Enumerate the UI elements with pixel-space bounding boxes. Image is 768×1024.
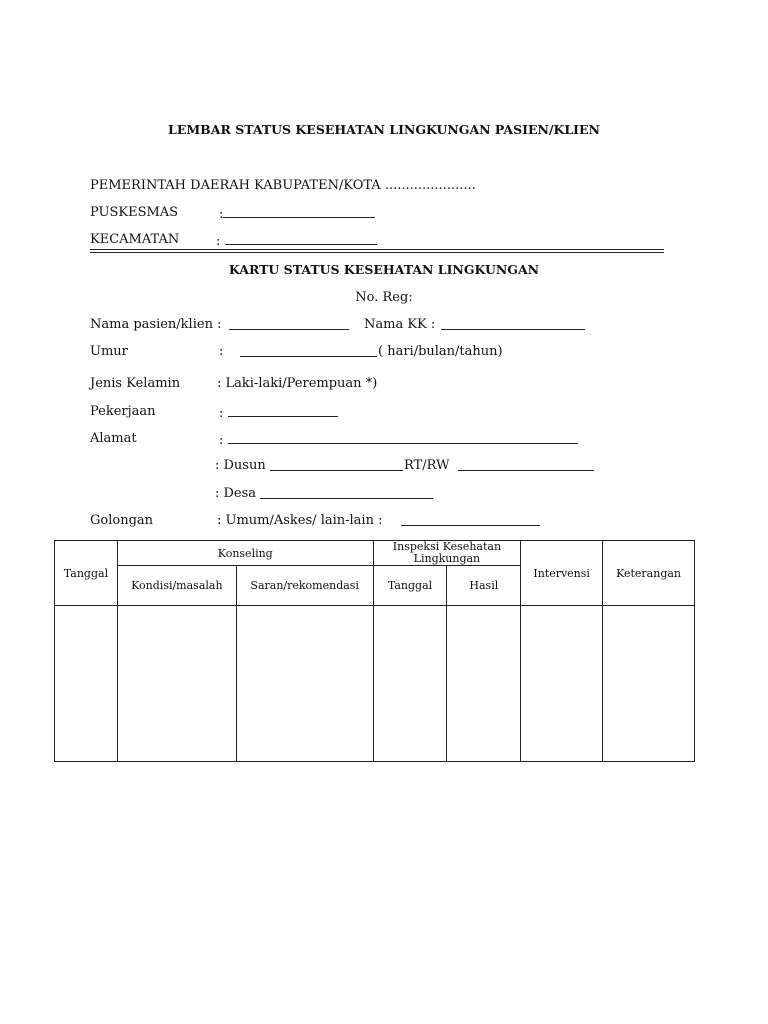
nama-pasien-label: Nama pasien/klien : [90, 317, 222, 332]
col-konseling: Konseling [117, 541, 373, 566]
dusun-field[interactable] [270, 458, 403, 475]
nama-kk-field[interactable] [441, 317, 585, 334]
cell-kondisi[interactable] [117, 606, 236, 762]
col-kondisi: Kondisi/masalah [117, 566, 236, 606]
col-keterangan: Keterangan [603, 541, 695, 606]
kecamatan-field[interactable]: : [216, 232, 377, 249]
col-saran: Saran/rekomendasi [236, 566, 373, 606]
golongan-value[interactable]: : Umum/Askes/ lain-lain : [217, 513, 383, 528]
col-intervensi: Intervensi [521, 541, 603, 606]
golongan-label: Golongan [90, 513, 154, 528]
jenis-kelamin-label: Jenis Kelamin [90, 376, 181, 391]
cell-hasil[interactable] [447, 606, 521, 762]
document-title: LEMBAR STATUS KESEHATAN LINGKUNGAN PASIEN/KLIEN [168, 122, 600, 137]
kecamatan-label: KECAMATAN [90, 232, 180, 247]
cell-tanggal[interactable] [55, 606, 118, 762]
umur-field[interactable] [240, 344, 377, 361]
table-row [55, 606, 695, 762]
nama-pasien-field[interactable] [229, 317, 349, 334]
pemda-label: PEMERINTAH DAERAH KABUPATEN/KOTA ...................... [90, 178, 476, 193]
header-divider-double [90, 252, 664, 253]
col-insp-tanggal: Tanggal [373, 566, 447, 606]
alamat-field[interactable]: : [219, 431, 578, 448]
col-inspeksi: Inspeksi Kesehatan Lingkungan [373, 541, 521, 566]
col-hasil: Hasil [447, 566, 521, 606]
pekerjaan-field[interactable]: : [219, 404, 338, 421]
jenis-kelamin-value[interactable]: : Laki-laki/Perempuan *) [217, 376, 378, 391]
status-table [54, 540, 695, 762]
card-title: KARTU STATUS KESEHATAN LINGKUNGAN [228, 262, 540, 277]
desa-label: : Desa [215, 486, 257, 501]
golongan-field[interactable] [401, 513, 540, 530]
dusun-label: : Dusun [215, 458, 266, 473]
alamat-label: Alamat [90, 431, 137, 446]
puskesmas-field[interactable]: : [219, 205, 375, 222]
col-tanggal: Tanggal [55, 541, 118, 606]
cell-intervensi[interactable] [521, 606, 603, 762]
umur-colon: : [219, 344, 224, 359]
nama-kk-label: Nama KK : [364, 317, 436, 332]
umur-suffix: ( hari/bulan/tahun) [378, 344, 503, 359]
rtrw-label: RT/RW [404, 458, 450, 473]
desa-field[interactable] [260, 486, 433, 503]
pekerjaan-label: Pekerjaan [90, 404, 156, 419]
puskesmas-label: PUSKESMAS [90, 205, 179, 220]
header-divider [90, 249, 664, 250]
umur-label: Umur [90, 344, 128, 359]
cell-saran[interactable] [236, 606, 373, 762]
rtrw-field[interactable] [458, 458, 594, 475]
cell-keterangan[interactable] [603, 606, 695, 762]
no-reg-label: No. Reg: [355, 290, 413, 305]
cell-insp-tanggal[interactable] [373, 606, 447, 762]
